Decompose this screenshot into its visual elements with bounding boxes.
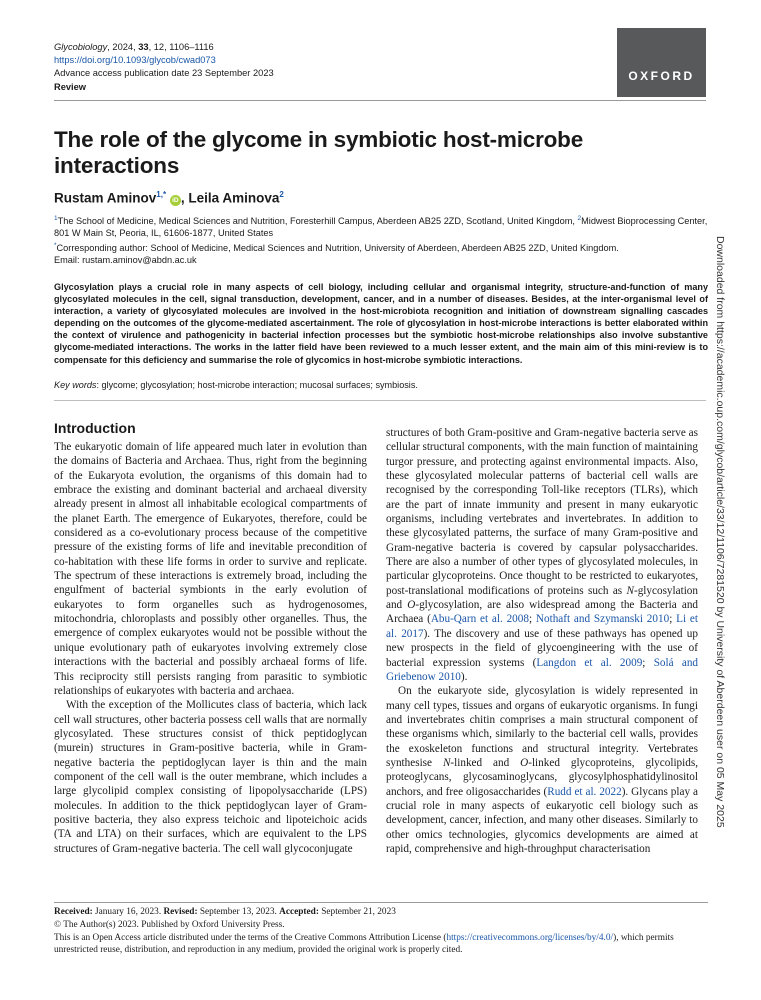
article-title: The role of the glycome in symbiotic host-microbe interactions [54,127,584,178]
author-affiliation-marker[interactable]: 2 [279,190,284,199]
article-type: Review [54,82,87,92]
author-name[interactable]: Leila Aminova [188,190,280,206]
license-statement: This is an Open Access article distributed under the terms of the Creative Commons Attribution License (https://creativecommons.org/licenses/by/4.0/), which permits unrestricted reuse, distribution, and reproduction in any medium, provided the original work is properly cited. [54,932,674,956]
journal-citation-block [54,41,274,94]
article-footnote [54,902,708,957]
download-watermark: Downloaded from https://academic.oup.com/glycob/article/33/12/1106/7281520 by University of Aberdeen user on 05 May 2025 [714,236,726,828]
doi-link[interactable]: https://doi.org/10.1093/glycob/cwad073 [54,55,216,65]
publisher-logo[interactable] [617,28,706,97]
corresponding-author: *Corresponding author: School of Medicine, Medical Sciences and Nutrition, University of Aberdeen, Aberdeen AB25 2ZD, United Kingdom. [54,241,619,253]
left-column [54,440,367,856]
header-divider [54,100,706,101]
author-affiliation-marker[interactable]: 1,* [156,190,167,199]
journal-name: Glycobiology [54,42,108,52]
citation-link[interactable]: Rudd et al. 2022 [547,785,622,798]
citation-link[interactable]: Langdon et al. 2009 [536,656,643,669]
keywords-divider [54,400,706,401]
paragraph: With the exception of the Mollicutes class of bacteria, which lack cell wall structures, other bacteria possess cell walls that are normally glycosylated. These structures consist of thick peptidoglycan (murein) structures in Gram-positive bacteria, while in Gram-negative bacteria the peptidoglycan layer is thin and the main component of the cell wall is the outer membrane, which includes a large glycolipid complex consisting of lipopolysaccharide (LPS) molecules. In addition to the thick peptidoglycan layer of Gram-positive bacteria, they also express teichoic and lipoteichoic acids (TA and LTA) on their surfaces, which are equivalent to the LPS structures of Gram-negative bacteria. The cell wall glycoconjugate [54,699,367,855]
publisher-logo-text: OXFORD [628,69,695,83]
advance-access-date: Advance access publication date 23 September 2023 [54,68,274,78]
author-list: Rustam Aminov$^{1,*}$ iD , Leila Aminova$^2$ [54,190,284,206]
history-dates: Received: January 16, 2023. Revised: September 13, 2023. Accepted: September 21, 2023 [54,907,396,917]
paragraph: structures of both Gram-positive and Gram-negative bacteria serve as cellular structural components, with the main function of maintaining turgor pressure, and protecting against environmental impacts. Also, these glycosylated molecular patterns of bacterial cell walls are recognised by the corresponding Toll-like receptors (TLRs), which are the part of innate immunity and present in many eukaryotic organisms, including vertebrates and invertebrates. In addition to these glycosylated patterns, the surface of many Gram-positive and Gram-negative bacteria is covered by capsular polysaccharides. There are also a number of other types of glycosylated molecules, in particular glycoproteins. Once thought to be restricted to eukaryotes, post-translational modifications of proteins such as N-glycosylation and O-glycosylation, are also widespread among the Bacteria and Archaea (Abu-Qarn et al. 2008; Nothaft and Szymanski 2010; Li et al. 2017). The discovery and use of these pathways has opened up new prospects in the field of glycoengineering with the use of bacterial expression systems (Langdon et al. 2009; Solá and Griebenow 2010). [386,427,699,683]
affiliations [54,213,714,267]
section-heading: Introduction [54,420,136,436]
corresponding-email[interactable]: Email: rustam.aminov@abdn.ac.uk [54,255,197,266]
right-column [386,426,698,856]
keywords-label: Key words [54,380,97,390]
citation-link[interactable]: Nothaft and Szymanski 2010 [535,613,670,626]
citation-link[interactable]: Solá and Griebenow 2010 [386,656,699,683]
copyright: © The Author(s) 2023. Published by Oxford University Press. [54,919,285,930]
keywords: Key words: glycome; glycosylation; host-microbe interaction; mucosal surfaces; symbiosis. [54,380,418,390]
license-link[interactable]: https://creativecommons.org/licenses/by/4.0/ [446,932,614,943]
affiliation-list: $^1$The School of Medicine, Medical Sciences and Nutrition, Foresterhill Campus, Aberdeen AB25 2ZD, Scotland, United Kingdom, $^2$Midwest Bioprocessing Center, 801 W Main St, Peoria, IL, 61606-1877, United States [54,215,708,239]
orcid-icon[interactable]: iD [170,195,181,206]
paragraph: The eukaryotic domain of life appeared much later in evolution than the domains of Bacteria and Archaea. Thus, right from the beginning of the Eukaryota evolution, the organisms of this domain had to embrace the existing and dominant bacterial and archaeal diversity already present in almost all inhabitable ecological compartments of the planet Earth. The emergence of Eukaryotes, therefore, could be considered as a co-evolutionary process because of the competitive pressure of the existing forms of life and inevitable precondition of co-habitation with these life forms in order to survive and replicate. The spectrum of these interactions is extremely broad, including the engulfment of bacterial symbionts in the early evolution of eukaryotes to form organelles such as hydrogenosomes, mitochondria, chloroplasts and possibly other organelles. Thus, the emergence of complex eukaryotes would not be possible without the unique evolutionary path of eukaryotes involving extremely close interactions with the bacterial and possibly archaeal forms of life. This reciprocity still persists ranging from parasitic to symbiotic relationships of eukaryotes with bacteria and archaea. [54,441,367,697]
author-name[interactable]: Rustam Aminov [54,190,157,206]
citation-link[interactable]: Abu-Qarn et al. 2008 [430,613,529,626]
paragraph: On the eukaryote side, glycosylation is widely represented in many cell types, tissues and organs of eukaryotic organisms. In fungi and invertebrates chitin comprises a main structural component of these organisms which, similarly to the bacterial cell walls, provides the exoskeleton functions and structural integrity. Vertebrates synthesise N-linked and O-linked glycoproteins, glycolipids, proteoglycans, glycosaminoglycans, glycosylphosphatidylinositol anchors, and free oligosaccharides (Rudd et al. 2022). Glycans play a crucial role in many aspects of eukaryotic cell biology such as development, cancer, infection, and many other diseases. Similarly to other omics technologies, glycomics developments are aimed at rapid, comprehensive and high-throughput characterisation [386,685,698,855]
journal-volume: 33 [138,42,149,52]
citation-link[interactable]: Li et al. 2017 [386,613,698,640]
journal-citation: Glycobiology, 2024, 33, 12, 1106–1116 [54,42,214,52]
abstract: Glycosylation plays a crucial role in many aspects of cell biology, including cellular and organismal integrity, structure-and-function of many glycosylated molecules in the cell, signal transduction, development, cancer, and in a number of diseases. Besides, at the inter-organismal level of interaction, a variety of glycosylated molecules are involved in the host-microbiota recognition and initiation of downstream signalling cascades depending on the outcomes of the glycome-mediated ascertainment. The role of glycosylation in host-microbe interactions is better elaborated within the context of virulence and pathogenicity in bacterial infection processes but the symbiotic host-microbe relationships also involve substantive glycome-mediated interactions. The works in the latter field have been reviewed to a much lesser extent, and the main aim of this mini-review is to compensate for this deficiency and summarise the role of glycomics in host-microbe symbiotic interactions. [54,282,708,365]
